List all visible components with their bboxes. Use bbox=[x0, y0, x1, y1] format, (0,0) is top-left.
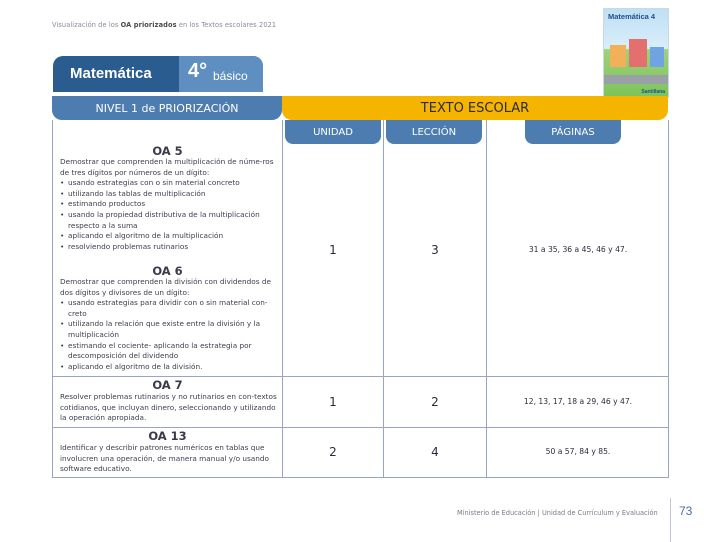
cover-building bbox=[629, 39, 647, 67]
paginas-cell: 12, 13, 17, 18 a 29, 46 y 47. bbox=[523, 397, 633, 406]
oa-bullet: • utilizando las tablas de multiplicación bbox=[60, 189, 280, 200]
unidad-cell: 2 bbox=[329, 445, 337, 459]
oa-title: OA 13 bbox=[148, 429, 187, 443]
column-header-paginas: PÁGINAS bbox=[525, 120, 621, 144]
textbook-cover-image bbox=[603, 8, 669, 98]
grade-number: 4° bbox=[188, 60, 208, 82]
oa-bullet: • aplicando el algoritmo de la división. bbox=[60, 362, 280, 373]
row-divider bbox=[52, 376, 669, 377]
cover-building bbox=[610, 45, 626, 67]
oa-intro: Demostrar que comprenden la división con dividendos de dos dígitos y divisores de un dígito: bbox=[60, 277, 272, 297]
oa-title: OA 6 bbox=[152, 264, 183, 278]
leccion-cell: 3 bbox=[431, 243, 439, 257]
oa-bullet: • aplicando el algoritmo de la multiplicación bbox=[60, 231, 280, 242]
column-header-leccion: LECCIÓN bbox=[386, 120, 482, 144]
textbook-header: TEXTO ESCOLAR bbox=[282, 96, 668, 120]
oa-title: OA 5 bbox=[152, 144, 183, 158]
oa-title: OA 7 bbox=[152, 378, 183, 392]
oa-description bbox=[60, 443, 280, 475]
priority-level-header: NIVEL 1 de PRIORIZACIÓN bbox=[52, 96, 282, 120]
oa-bullet: • usando estrategias con o sin material concreto bbox=[60, 178, 280, 189]
running-header bbox=[52, 21, 276, 29]
oa-bullet: • usando estrategias para dividir con o sin material con-creto bbox=[60, 298, 280, 319]
oa-description bbox=[60, 157, 280, 252]
oa-bullet-list bbox=[60, 298, 280, 372]
footer-org: Ministerio de Educación bbox=[457, 509, 536, 517]
column-divider bbox=[383, 120, 384, 478]
cover-title: Matemática 4 bbox=[608, 12, 656, 21]
paginas-cell: 31 a 35, 36 a 45, 46 y 47. bbox=[528, 245, 628, 254]
running-header-suffix: en los Textos escolares 2021 bbox=[178, 21, 277, 29]
leccion-cell: 2 bbox=[431, 395, 439, 409]
running-header-prefix: Visualización de los bbox=[52, 21, 119, 29]
oa-bullet: • resolviendo problemas rutinarios bbox=[60, 242, 280, 253]
row-divider bbox=[52, 427, 669, 428]
footer-separator: | bbox=[537, 509, 540, 517]
column-divider bbox=[486, 120, 487, 478]
page-number: 73 bbox=[679, 504, 693, 518]
cover-publisher: Santillana bbox=[641, 89, 665, 95]
unidad-cell: 1 bbox=[329, 243, 337, 257]
oa-description bbox=[60, 392, 280, 424]
footer-divider bbox=[670, 498, 671, 542]
oa-description bbox=[60, 277, 280, 372]
oa-intro: Identificar y describir patrones numéricos en tablas que involucren una operación, de manera manual y/o usando software educativo. bbox=[60, 443, 269, 474]
paginas-cell: 50 a 57, 84 y 85. bbox=[545, 447, 611, 456]
oa-bullet: • estimando productos bbox=[60, 199, 280, 210]
cover-road bbox=[604, 75, 669, 84]
footer-unit: Unidad de Currículum y Evaluación bbox=[541, 509, 658, 517]
oa-bullet: • usando la propiedad distributiva de la multiplicación respecto a la suma bbox=[60, 210, 280, 231]
oa-bullet-list bbox=[60, 178, 280, 252]
oa-bullet: • utilizando la relación que existe entre la división y la multiplicación bbox=[60, 319, 280, 340]
oa-intro: Demostrar que comprenden la multiplicación de núme-ros de tres dígitos por números de un dígito: bbox=[60, 157, 274, 177]
oa-intro: Resolver problemas rutinarios y no rutinarios en con-textos cotidianos, que incluyan dinero, seleccionando y utilizando la operación apropiada. bbox=[60, 392, 277, 423]
cover-building bbox=[650, 47, 664, 67]
column-header-unidad: UNIDAD bbox=[285, 120, 381, 144]
running-header-highlight: OA priorizados bbox=[120, 21, 177, 29]
column-divider bbox=[282, 120, 283, 478]
subject-title: Matemática bbox=[70, 65, 152, 82]
unidad-cell: 1 bbox=[329, 395, 337, 409]
oa-bullet: • estimando el cociente- aplicando la estrategia por descomposición del dividendo bbox=[60, 341, 280, 362]
leccion-cell: 4 bbox=[431, 445, 439, 459]
footer-credit bbox=[457, 509, 658, 517]
grade-label: básico bbox=[213, 69, 248, 83]
